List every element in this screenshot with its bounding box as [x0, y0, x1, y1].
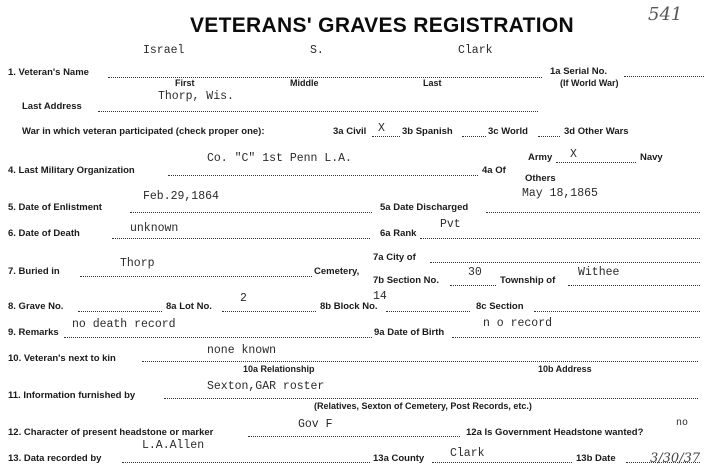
remarks-label: 9. Remarks	[8, 327, 59, 338]
serial-sub-label: (If World War)	[560, 78, 619, 88]
address-label: 10b Address	[538, 364, 592, 374]
war-spanish-label: 3b Spanish	[402, 126, 453, 137]
birth-line	[452, 337, 700, 338]
block-value: 14	[373, 290, 387, 303]
date-value: 3/30/37	[650, 451, 701, 466]
city-label: 7a City of	[373, 252, 416, 263]
last-address-label: Last Address	[22, 101, 82, 112]
card-number: 541	[648, 4, 683, 25]
war-world-line	[538, 136, 560, 137]
county-value: Clark	[450, 447, 485, 460]
cemetery-label: Cemetery,	[314, 266, 360, 277]
relationship-label: 10a Relationship	[243, 364, 315, 374]
death-value: unknown	[130, 222, 179, 235]
birth-label: 9a Date of Birth	[374, 327, 445, 338]
county-line	[432, 462, 572, 463]
veteran-middle-name: S.	[310, 44, 324, 57]
headstone-label: 12. Character of present headstone or marker	[8, 427, 214, 438]
war-civil-line	[372, 136, 400, 137]
war-label: War in which veteran participated (check proper one):	[22, 126, 265, 137]
enlistment-line	[130, 212, 372, 213]
next-of-kin-value: none known	[207, 344, 277, 357]
military-org-line	[168, 175, 478, 176]
block-label: 8b Block No.	[320, 301, 378, 312]
information-label: 11. Information furnished by	[8, 390, 136, 401]
serial-label: 1a Serial No.	[550, 66, 608, 77]
veteran-first-name: Israel	[143, 44, 185, 57]
recorded-by-label: 13. Data recorded by	[8, 453, 102, 464]
army-line	[556, 162, 636, 163]
war-civil-mark: X	[378, 122, 385, 135]
war-other-label: 3d Other Wars	[564, 126, 629, 137]
township-label: Township of	[500, 275, 556, 286]
military-of-label: 4a Of	[482, 165, 506, 176]
next-of-kin-line	[142, 361, 698, 362]
lot-value: 2	[240, 292, 247, 305]
headstone-line	[248, 436, 460, 437]
war-civil-label: 3a Civil	[333, 126, 367, 137]
headstone-wanted-value: no	[676, 418, 689, 429]
block-line	[386, 311, 470, 312]
military-org-value: Co. "C" 1st Penn L.A.	[207, 152, 352, 165]
discharged-label: 5a Date Discharged	[380, 202, 469, 213]
section-no-line	[450, 285, 496, 286]
death-line	[112, 238, 370, 239]
navy-label: Navy	[640, 152, 663, 163]
date-label: 13b Date	[576, 453, 616, 464]
township-line	[568, 285, 700, 286]
others-label: Others	[525, 173, 556, 184]
serial-line	[624, 76, 704, 77]
grave-label: 8. Grave No.	[8, 301, 64, 312]
middle-label: Middle	[290, 78, 319, 88]
rank-value: Pvt	[440, 218, 461, 231]
birth-value: n o record	[483, 317, 553, 330]
remarks-value: no death record	[72, 318, 176, 331]
war-spanish-line	[462, 136, 486, 137]
buried-label: 7. Buried in	[8, 266, 60, 277]
information-value: Sexton,GAR roster	[207, 380, 325, 393]
last-address-value: Thorp, Wis.	[158, 90, 234, 103]
last-label: Last	[423, 78, 442, 88]
grave-line	[78, 311, 162, 312]
war-world-label: 3c World	[488, 126, 528, 137]
military-org-label: 4. Last Military Organization	[8, 165, 135, 176]
veteran-name-line	[108, 77, 542, 78]
first-label: First	[175, 78, 195, 88]
city-line	[430, 262, 700, 263]
lot-label: 8a Lot No.	[166, 301, 212, 312]
enlistment-value: Feb.29,1864	[143, 190, 219, 203]
buried-line	[80, 276, 312, 277]
last-address-line	[98, 111, 538, 112]
veteran-last-name: Clark	[458, 44, 493, 57]
headstone-value: Gov F	[298, 418, 333, 431]
army-label: Army	[528, 152, 553, 163]
township-value: Withee	[578, 266, 620, 279]
headstone-wanted-label: 12a Is Government Headstone wanted?	[466, 427, 644, 438]
section-value: 30	[468, 266, 482, 279]
grave-section-line	[534, 311, 700, 312]
cemetery-value: Thorp	[120, 257, 155, 270]
recorded-by-line	[122, 462, 370, 463]
rank-label: 6a Rank	[380, 228, 417, 239]
rank-line	[420, 238, 700, 239]
date-line	[626, 462, 700, 463]
section-no-label: 7b Section No.	[373, 275, 439, 286]
information-sub-label: (Relatives, Sexton of Cemetery, Post Records, etc.)	[314, 401, 532, 411]
discharged-line	[486, 212, 700, 213]
discharged-value: May 18,1865	[522, 187, 598, 200]
information-line	[164, 398, 698, 399]
grave-section-label: 8c Section	[476, 301, 524, 312]
county-label: 13a County	[373, 453, 425, 464]
enlistment-label: 5. Date of Enlistment	[8, 202, 102, 213]
army-mark: X	[570, 148, 577, 161]
recorded-by-value: L.A.Allen	[142, 439, 205, 452]
death-label: 6. Date of Death	[8, 228, 80, 239]
lot-line	[222, 311, 316, 312]
remarks-line	[64, 337, 372, 338]
card-title: VETERANS' GRAVES REGISTRATION	[190, 14, 574, 37]
next-of-kin-label: 10. Veteran's next to kin	[8, 353, 116, 364]
veteran-name-label: 1. Veteran's Name	[8, 67, 89, 78]
